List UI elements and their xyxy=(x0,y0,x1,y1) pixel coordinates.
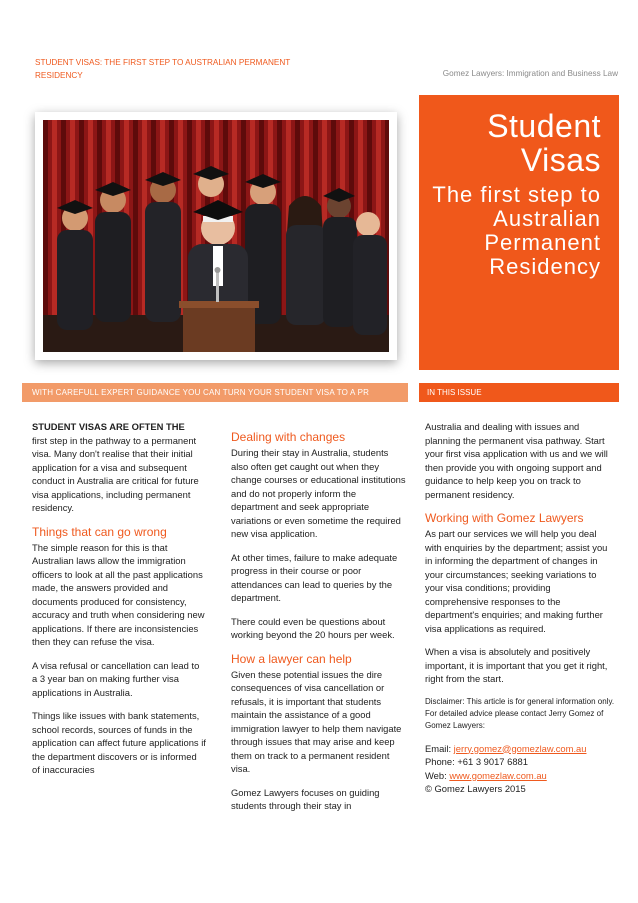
in-this-issue-bar: IN THIS ISSUE xyxy=(419,383,619,402)
section-heading: How a lawyer can help xyxy=(231,651,352,666)
paragraph: Gomez Lawyers focuses on guiding students through their stay in xyxy=(231,786,380,811)
document-title: STUDENT VISAS: THE FIRST STEP TO AUSTRALIAN PERMANENT RESIDENCY xyxy=(35,58,291,80)
firm-name: Gomez Lawyers: Immigration and Business Law xyxy=(442,69,618,78)
hero-title: Student Visas xyxy=(487,108,601,178)
paragraph: The simple reason for this is that Australian laws allow the immigration officers to look at all the past applications made, the answers provided and documents produced for consistency, accuracy and truth when considering new applications. If there are inconsistencies then they can refuse the visa. xyxy=(32,541,205,647)
lead-in: STUDENT VISAS ARE OFTEN THE xyxy=(32,421,185,432)
hero-panel xyxy=(419,95,619,370)
column-3 xyxy=(425,420,615,796)
hero-photo xyxy=(35,112,397,360)
column-2 xyxy=(231,428,406,823)
paragraph: During their stay in Australia, students also often get caught out when they change courses or educational institutions and do not properly inform the department and seek appropriate variations or even sometime the required new visa application. xyxy=(231,447,406,539)
section-heading: Working with Gomez Lawyers xyxy=(425,511,584,525)
column-1 xyxy=(32,420,207,787)
graduates-image xyxy=(43,120,389,352)
paragraph: Things like issues with bank statements, school records, sources of funds in the application can affect future applications if the department discovers or is informed of inaccuracies xyxy=(32,710,206,775)
paragraph: When a visa is absolutely and positively important, it is important that you get it right, right from the start. xyxy=(425,646,608,684)
phone: Phone: +61 3 9017 6881 xyxy=(425,756,528,767)
tagline-bar: WITH CAREFULL EXPERT GUIDANCE YOU CAN TURN YOUR STUDENT VISA TO A PR xyxy=(22,383,408,402)
web-label: Web: xyxy=(425,769,450,781)
paragraph: Given these potential issues the dire consequences of visa cancellation or refusals, it is important that students maintain the assistance of a good immigration lawyer to help them navigate through issues that may arise and keep them on track to a permanent resident visa. xyxy=(231,668,402,774)
disclaimer: Disclaimer: This article is for general information only. For detailed advice please contact Jerry Gomez of Gomez Lawyers: xyxy=(425,696,615,730)
hero-photo-frame xyxy=(22,100,408,372)
email-label: Email: xyxy=(425,742,454,754)
copyright: © Gomez Lawyers 2015 xyxy=(425,783,526,794)
hero-subtitle: The first step to Australian Permanent Residency xyxy=(432,182,601,279)
web-link[interactable]: www.gomezlaw.com.au xyxy=(449,769,547,781)
paragraph: At other times, failure to make adequate progress in their course or poor attendances can lead to queries by the department. xyxy=(231,551,398,603)
graduates-illustration xyxy=(43,120,389,352)
contact-block xyxy=(425,742,615,796)
section-heading: Dealing with changes xyxy=(231,430,346,444)
section-heading: Things that can go wrong xyxy=(32,524,167,539)
email-link[interactable]: jerry.gomez@gomezlaw.com.au xyxy=(453,742,587,754)
paragraph: As part our services we will help you deal with enquiries by the department; assist you in informing the department of changes in your circumstances; seeking variations to your visa conditions; providing comprehensive responses to the department's enquiries; and making further visa applications as required. xyxy=(425,528,608,634)
paragraph: Australia and dealing with issues and planning the permanent visa pathway. Start your first visa application with us and we will then provide you with ongoing support and guidance to help keep you on track to permanent residency. xyxy=(425,421,608,500)
paragraph: There could even be questions about working beyond the 20 hours per week. xyxy=(231,615,395,640)
intro-paragraph: first step in the pathway to a permanent visa. Many don't realise that their initial application for a visa and subsequent conduct in Australia are critical for future visa applications, including permanent residency. xyxy=(32,434,199,513)
paragraph: A visa refusal or cancellation can lead to a 3 year ban on making further visa applications in Australia. xyxy=(32,659,200,698)
